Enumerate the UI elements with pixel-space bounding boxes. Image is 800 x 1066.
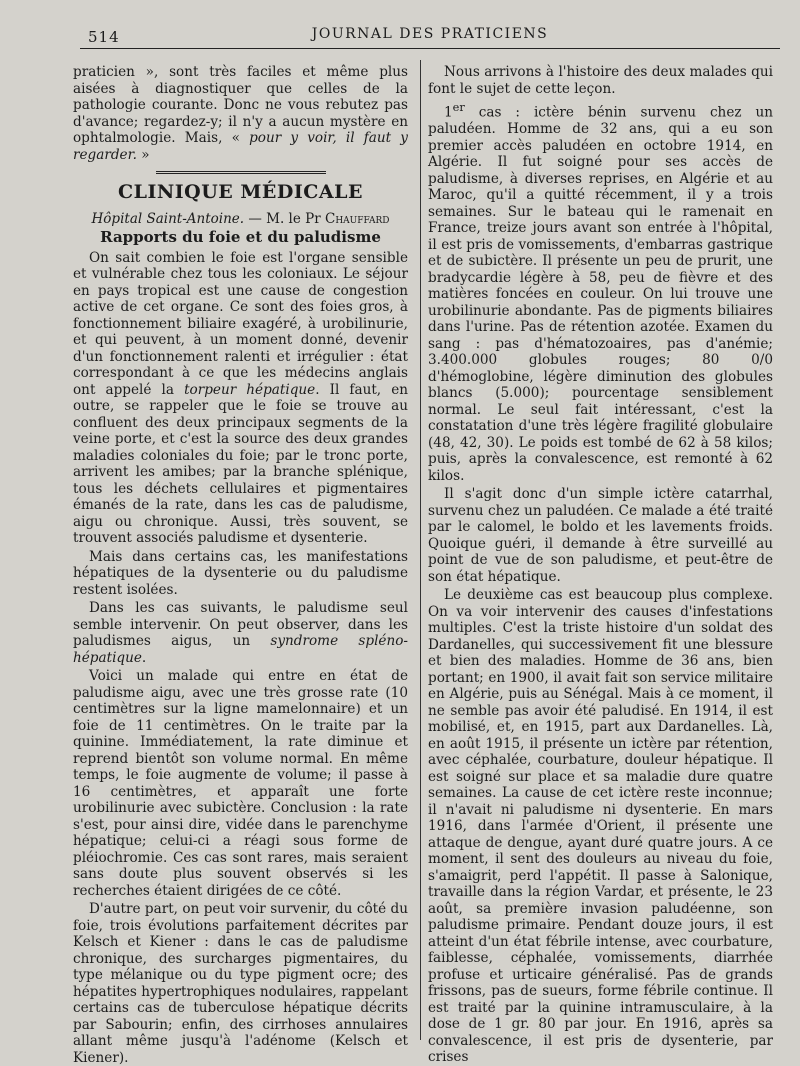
body-paragraph: Dans les cas suivants, le paludisme seul semble intervenir. On peut observer, dans les paludismes aigus, un syndrome spléno-hépatique. [73, 600, 408, 666]
body-paragraph: Nous arrivons à l'histoire des deux malades qui font le sujet de cette leçon. [428, 64, 773, 97]
article-title: Rapports du foie et du paludisme [100, 228, 381, 246]
header-rule [80, 48, 780, 49]
column-divider [420, 60, 421, 1040]
journal-title: JOURNAL DES PRATICIENS [311, 26, 549, 42]
author-name: Chauffard [324, 210, 390, 227]
body-paragraph: Voici un malade qui entre en état de paludisme aigu, avec une très grosse rate (10 centimètres sur la ligne mamelonnaire) et un foie de 11 centimètres. On le traite par la quinine. Immédiatement, la rate diminue et reprend bientôt son volume normal. En même temps, le foie augmente de volume; il passe à 16 centimètres, et apparaît une forte urobilinurie avec subictère. Conclusion : la rate s'est, pour ainsi dire, vidée dans le parenchyme hépatique; celui-ci a réagi sous forme de pléiochromie. Ces cas sont rares, mais seraient sans doute plus souvent observés si les recherches étaient dirigées de ce côté. [73, 668, 408, 899]
left-column [73, 64, 408, 1066]
section-title: CLINIQUE MÉDICALE [118, 181, 363, 203]
right-column [428, 64, 773, 1066]
hospital-name: Hôpital Saint-Antoine. [91, 210, 245, 227]
intro-paragraph: praticien », sont très faciles et même plus aisées à diagnostiquer que celles de la pathologie courante. Donc ne vous rebutez pas d'avance; regardez-y; il n'y a aucun mystère en ophtalmologie. Mais, « pour y voir, il faut y regarder. » [73, 64, 408, 163]
body-paragraph: Mais dans certains cas, les manifestations hépatiques de la dysenterie ou du paludisme restent isolées. [73, 548, 408, 598]
byline: Hôpital Saint-Antoine. — M. le Pr Chauffard [91, 210, 390, 227]
body-paragraph: Le deuxième cas est beaucoup plus complexe. On va voir intervenir des causes d'infestations multiples. C'est la triste histoire d'un soldat des Dardanelles, qui successivement fit une blessure et bien des maladies. Homme de 36 ans, bien portant; en 1900, il avait fait son service militaire en Algérie, puis au Sénégal. Mais à ce moment, il ne semble pas avoir été paludisé. En 1914, il est mobilisé, et, en 1915, part aux Dardanelles. Là, en août 1915, il présente un ictère par rétention, avec céphalée, courbature, douleur hépatique. Il est soigné sur place et sa maladie dure quatre semaines. La cause de cet ictère reste inconnue; il n'avait ni paludisme ni dysenterie. En mars 1916, dans l'armée d'Orient, il présente une attaque de dengue, ayant duré quatre jours. A ce moment, il sent des douleurs au niveau du foie, s'amaigrit, perd l'appétit. Il passe à Salonique, travaille dans la région Vardar, et présente, le 23 août, sa première invasion paludéenne, son paludisme primaire. Pendant douze jours, il est atteint d'un état fébrile intense, avec courbature, faiblesse, céphalée, vomissements, diarrhée profuse et urticaire généralisé. Pas de grands frissons, pas de sueurs, forme fébrile continue. Il est traité par la quinine intramusculaire, à la dose de 1 gr. 80 par jour. En 1916, après sa convalescence, il est pris de dysenterie, par crises [428, 587, 773, 1066]
body-paragraph: Il s'agit donc d'un simple ictère catarrhal, survenu chez un paludéen. Ce malade a été traité par le calomel, le boldo et les lavements froids. Quoique guéri, il demande à être surveillé au point de vue de son paludisme, et peut-être de son état hépatique. [428, 486, 773, 585]
section-rule [156, 171, 326, 174]
case-one-paragraph: 1er cas : ictère bénin survenu chez un paludéen. Homme de 32 ans, qui a eu son premier accès paludéen en octobre 1914, en Algérie. Il fut soigné pour ses accès de paludisme, à diverses reprises, en Algérie et au Maroc, qu'il a quitté récemment, il y a trois semaines. Sur le bateau qui le ramenait en France, treize jours avant son entrée à l'hôpital, il est pris de vomissements, d'embarras gastrique et de subictère. Il présente un peu de prurit, une bradycardie légère à 58, peu de fièvre et des matières foncées en couleur. On lui trouve une urobilinurie abondante. Pas de pigments biliaires dans l'urine. Pas de rétention azotée. Examen du sang : pas d'hématozoaires, pas d'anémie; 3.400.000 globules rouges; 80 0/0 d'hémoglobine, légère diminution des globules blancs (5.000); pourcentage sensiblement normal. Le seul fait intéressant, c'est la constatation d'une très légère fragilité globulaire (48, 42, 30). Le poids est tombé de 62 à 58 kilos; puis, après la convalescence, est remonté à 62 kilos. [428, 100, 773, 484]
body-paragraph: On sait combien le foie est l'organe sensible et vulnérable chez tous les coloniaux. Le séjour en pays tropical est une cause de congestion active de cet organe. Ce sont des foies gros, à fonctionnement biliaire exagéré, à urobilinurie, et qui peuvent, à un moment donné, devenir d'un fonctionnement ralenti et irrégulier : état correspondant à ce que les médecins anglais ont appelé la torpeur hépatique. Il faut, en outre, se rappeler que le foie se trouve au confluent des deux principaux segments de la veine porte, et c'est la source des deux grandes maladies coloniales du foie; par le tronc porte, arrivent les amibes; par la branche splénique, tous les déchets cellulaires et pigmentaires émanés de la rate, dans les cas de paludisme, aigu ou chronique. Aussi, très souvent, se trouvent associés paludisme et dysenterie. [73, 249, 408, 546]
body-paragraph: D'autre part, on peut voir survenir, du côté du foie, trois évolutions parfaitement décrites par Kelsch et Kiener : dans le cas de paludisme chronique, des surcharges pigmentaires, du type mélanique ou du type pigment ocre; des hépatites hypertrophiques nodulaires, rappelant certains cas de tuberculose hépatique décrits par Sabourin; enfin, des cirrhoses annulaires allant même jusqu'à l'adénome (Kelsch et Kiener). [73, 901, 408, 1066]
page-number: 514 [88, 28, 120, 46]
running-header [80, 22, 780, 48]
